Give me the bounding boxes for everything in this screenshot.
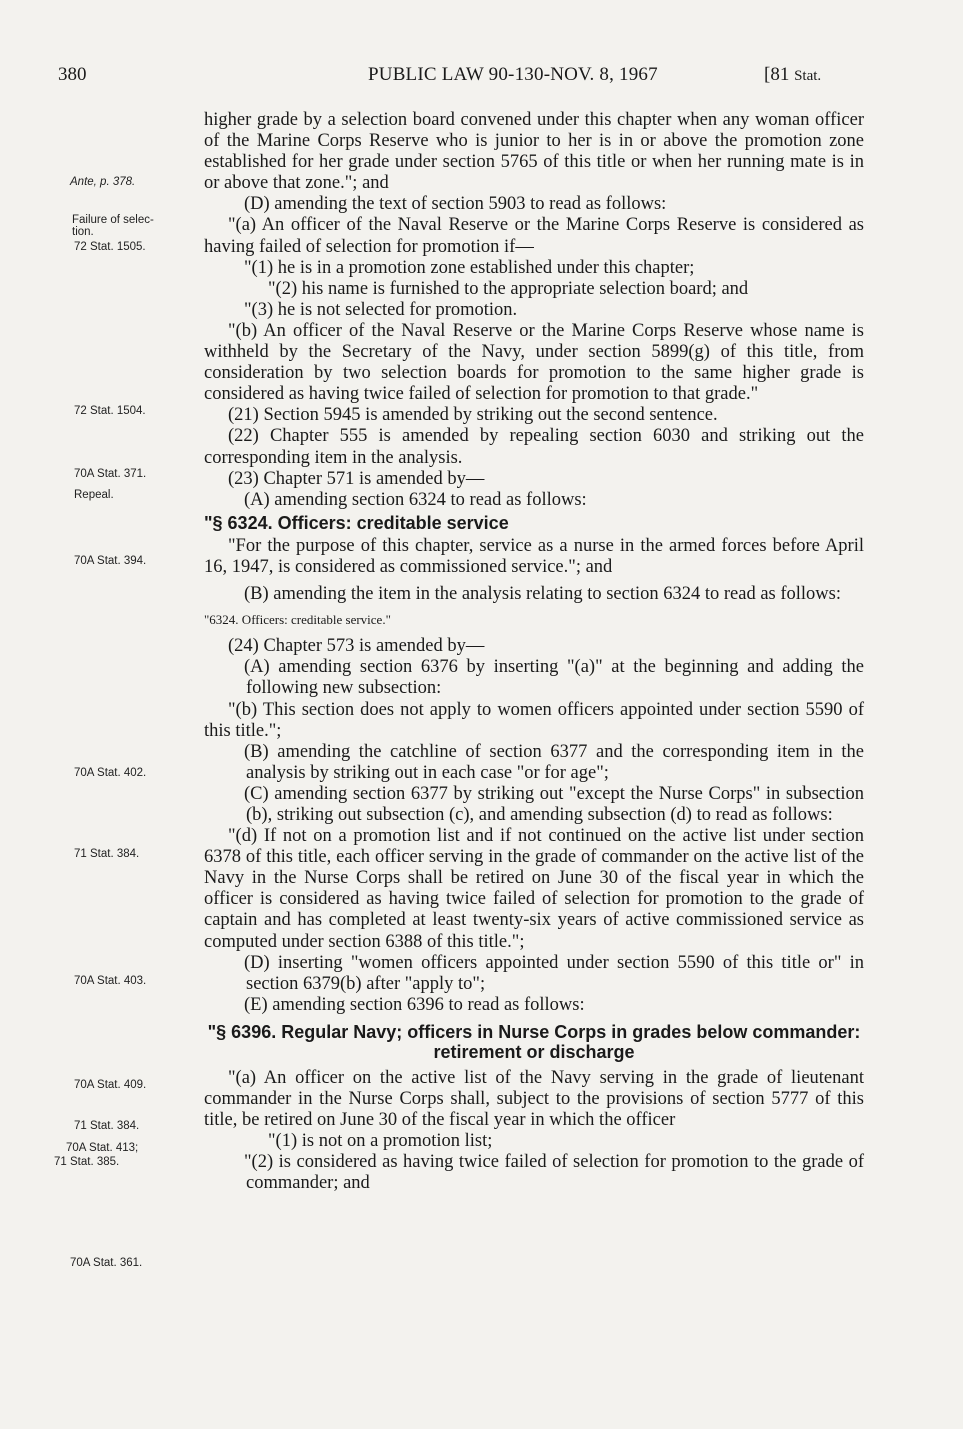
paragraph: (E) amending section 6396 to read as follows: (244, 994, 585, 1015)
paragraph: (C) amending section 6377 by striking out "except the Nurse Corps" in subsection (b), striking out subsection (c), and amending subsection (d) to read as follows: (244, 783, 864, 825)
paragraph: (D) amending the text of section 5903 to read as follows: (244, 194, 667, 215)
margin-note: 71 Stat. 385. (54, 1156, 120, 1168)
section-heading: "§ 6324. Officers: creditable service (204, 512, 509, 533)
paragraph: "(b) This section does not apply to women officers appointed under section 5590 of this title."; (204, 699, 864, 741)
paragraph: "(d) If not on a promotion list and if not continued on the active list under section 6378 of this title, each officer serving in the grade of commander on the active list of the Navy in the Nurse Corps shall be retired on June 30 of the fiscal year in which the officer is considered as having twice failed of selection for promotion to the grade of captain and has completed at least twenty-six years of active commissioned service as computed under section 6388 of this title."; (204, 826, 864, 952)
margin-note: 72 Stat. 1505. (74, 241, 146, 253)
paragraph: "For the purpose of this chapter, service as a nurse in the armed forces before April 16, 1947, is considered as commissioned service."; and (204, 535, 864, 577)
margin-note: 70A Stat. 403. (74, 975, 147, 987)
paragraph: (24) Chapter 573 is amended by— (228, 636, 485, 657)
paragraph: "(2) his name is furnished to the appropriate selection board; and (268, 278, 749, 299)
statute-volume-suffix: Stat. (794, 68, 822, 84)
paragraph: (D) inserting "women officers appointed under section 5590 of this title or" in section 6379(b) after "apply to"; (244, 952, 864, 994)
margin-note: 71 Stat. 384. (74, 848, 140, 860)
page-number: 380 (58, 64, 87, 85)
margin-note: 70A Stat. 413; (66, 1142, 139, 1154)
margin-note: Ante, p. 378. (70, 176, 136, 188)
statute-volume (764, 64, 821, 86)
paragraph: (B) amending the catchline of section 6377 and the corresponding item in the analysis by striking out in each case "or for age"; (244, 741, 864, 783)
section-heading: "§ 6396. Regular Navy; officers in Nurse Corps in grades below commander: retirement or discharge (207, 1021, 861, 1062)
paragraph: higher grade by a selection board convened under this chapter when any woman officer of the Marine Corps Reserve who is junior to her is in or above the promotion zone established for her grade under section 5765 of this title or when her running mate is in or above that zone."; and (204, 110, 864, 194)
margin-note: 70A Stat. 371. (74, 468, 147, 480)
paragraph: (22) Chapter 555 is amended by repealing section 6030 and striking out the corresponding item in the analysis. (204, 426, 864, 468)
paragraph: "(b) An officer of the Naval Reserve or the Marine Corps Reserve whose name is withheld by the Secretary of the Navy, under section 5899(g) of this title, from consideration by two selection boards for promotion to the same higher grade is considered as having twice failed of selection for promotion to that grade." (204, 320, 864, 405)
margin-note: 72 Stat. 1504. (74, 405, 146, 417)
paragraph: (21) Section 5945 is amended by striking out the second sentence. (228, 405, 718, 426)
paragraph: "(a) An officer on the active list of the Navy serving in the grade of lieutenant commander in the Nurse Corps shall, subject to the provisions of section 5777 of this title, be retired on June 30 of the fiscal year in which the officer (204, 1067, 864, 1131)
running-title: PUBLIC LAW 90-130-NOV. 8, 1967 (368, 64, 658, 85)
paragraph: "(2) is considered as having twice failed of selection for promotion to the grade of commander; and (244, 1152, 864, 1194)
body-text (204, 110, 864, 1195)
paragraph: "(1) he is in a promotion zone established under this chapter; (244, 257, 695, 278)
paragraph: (A) amending section 6324 to read as follows: (244, 489, 587, 510)
margin-note: 70A Stat. 409. (74, 1079, 147, 1091)
margin-note: 70A Stat. 394. (74, 555, 147, 567)
paragraph: (B) amending the item in the analysis relating to section 6324 to read as follows: (244, 584, 842, 605)
paragraph: "(1) is not on a promotion list; (268, 1131, 493, 1152)
margin-note: Failure of selec- (72, 214, 154, 226)
paragraph: (A) amending section 6376 by inserting "(a)" at the beginning and adding the following new subsection: (244, 657, 864, 699)
margin-note: Repeal. (74, 489, 114, 501)
statute-volume-prefix: [81 (764, 64, 790, 85)
paragraph: (23) Chapter 571 is amended by— (228, 468, 485, 489)
margin-note: tion. (72, 226, 94, 238)
paragraph: "(a) An officer of the Naval Reserve or the Marine Corps Reserve is considered as having failed of selection for promotion if— (204, 215, 864, 257)
paragraph: "(3) he is not selected for promotion. (244, 299, 518, 320)
margin-note: 70A Stat. 361. (70, 1257, 143, 1269)
margin-note: 70A Stat. 402. (74, 767, 147, 779)
margin-note: 71 Stat. 384. (74, 1120, 140, 1132)
analysis-item: "6324. Officers: creditable service." (204, 612, 391, 628)
